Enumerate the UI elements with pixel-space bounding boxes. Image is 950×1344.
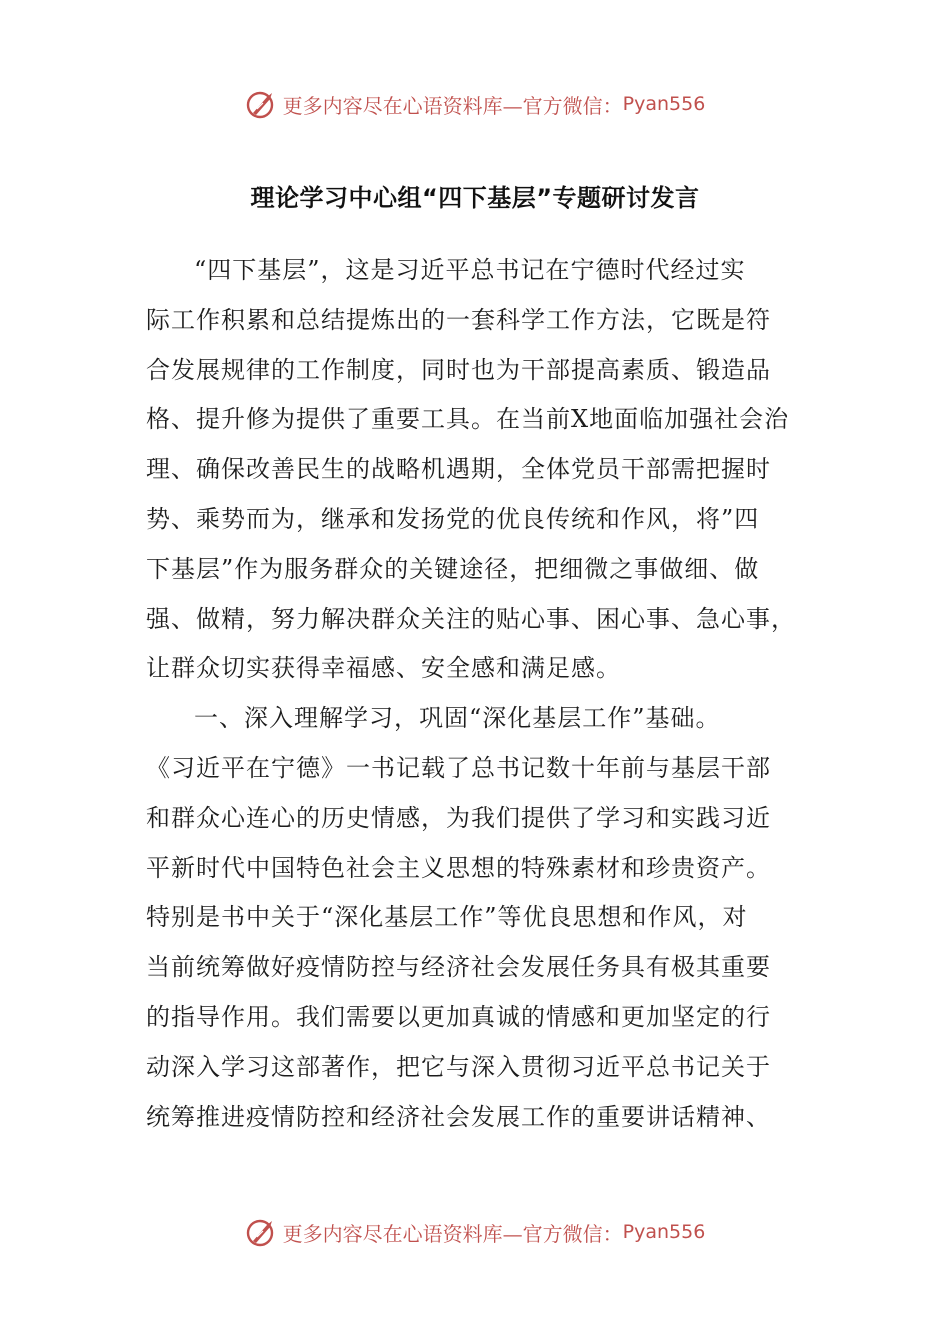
text-line: 让群众切实获得幸福感、安全感和满足感。	[146, 654, 621, 683]
text-line: 下基层”作为服务群众的关键途径，把细微之事做细、做	[146, 554, 760, 583]
text-line: 当前统筹做好疫情防控与经济社会发展任务具有极其重要	[146, 953, 771, 982]
text-line: 特别是书中关于“深化基层工作”等优良思想和作风，对	[146, 903, 748, 932]
footer-watermark	[0, 1212, 950, 1252]
text-line: 《习近平在宁德》一书记载了总书记数十年前与基层干部	[146, 753, 771, 782]
pen-nib-circle-icon	[245, 87, 279, 121]
text-line: 格、提升修为提供了重要工具。在当前X地面临加强社会治	[146, 405, 790, 434]
text-line: 一、深入理解学习，巩固“深化基层工作”基础。	[194, 704, 721, 733]
text-line: 际工作积累和总结提炼出的一套科学工作方法，它既是符	[146, 305, 771, 334]
document-title: 理论学习中心组“四下基层”专题研讨发言	[250, 184, 700, 212]
watermark-wechat-id: Pyan556	[622, 93, 706, 115]
document-body	[146, 252, 810, 1148]
text-line: 平新时代中国特色社会主义思想的特殊素材和珍贵资产。	[146, 853, 771, 882]
text-line: 的指导作用。我们需要以更加真诚的情感和更加坚定的行	[146, 1002, 771, 1031]
text-line: 和群众心连心的历史情感，为我们提供了学习和实践习近	[146, 803, 771, 832]
pen-nib-circle-icon	[245, 1215, 279, 1249]
text-line: 动深入学习这部著作，把它与深入贯彻习近平总书记关于	[146, 1052, 771, 1081]
text-line: “四下基层”，这是习近平总书记在宁德时代经过实	[194, 256, 746, 284]
text-line: 理、确保改善民生的战略机遇期，全体党员干部需把握时	[146, 455, 771, 484]
watermark-text: 更多内容尽在心语资料库—官方微信：	[282, 1221, 623, 1246]
text-line: 合发展规律的工作制度，同时也为干部提高素质、锻造品	[146, 355, 771, 384]
header-watermark	[0, 84, 950, 124]
text-line: 强、做精，努力解决群众关注的贴心事、困心事、急心事，	[146, 604, 796, 633]
text-line: 势、乘势而为，继承和发扬党的优良传统和作风，将”四	[146, 504, 760, 533]
watermark-wechat-id: Pyan556	[622, 1221, 706, 1243]
text-line: 统筹推进疫情防控和经济社会发展工作的重要讲话精神、	[146, 1102, 771, 1131]
watermark-text: 更多内容尽在心语资料库—官方微信：	[282, 93, 623, 118]
